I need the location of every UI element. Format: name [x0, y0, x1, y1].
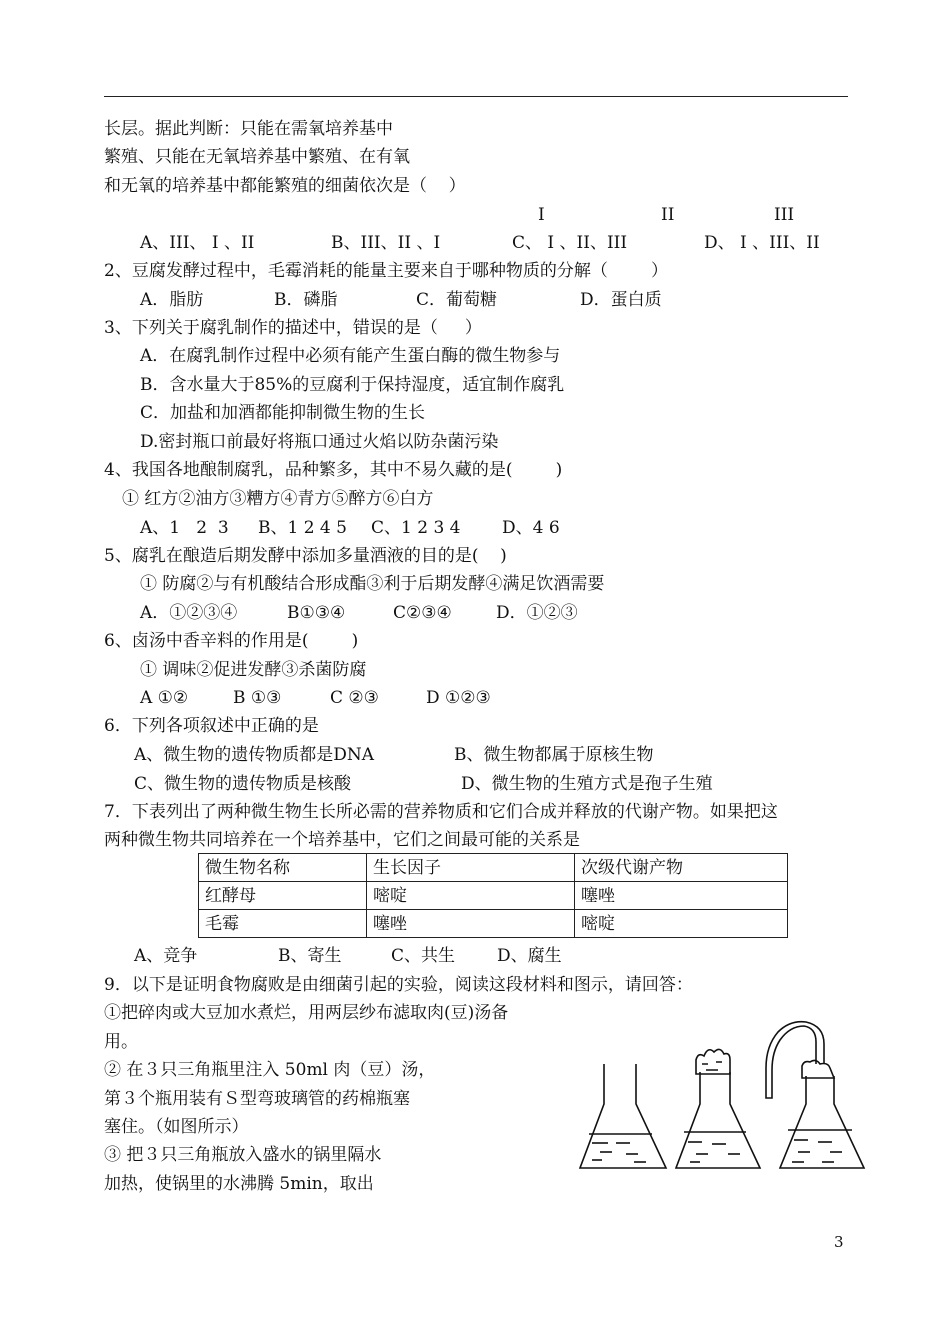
q9-step-line-7: 加热，使锅里的水沸腾 5min，取出	[104, 1174, 374, 1194]
q4-option-c: C、1 2 3 4	[371, 518, 461, 538]
q5-option-c: C②③④	[393, 603, 452, 623]
tube-label-3: III	[774, 205, 795, 225]
q9-step-line-2: 用。	[104, 1032, 138, 1052]
q7-stem-line-2: 两种微生物共同培养在一个培养基中，它们之间最可能的关系是	[104, 830, 580, 850]
q7-option-a: A、竞争	[134, 946, 198, 966]
q9-step-line-5: 塞住。（如图所示）	[104, 1117, 249, 1137]
q6a-option-c: C ②③	[330, 688, 379, 708]
flasks-illustration	[572, 1012, 872, 1182]
q3-stem: 3、下列关于腐乳制作的描述中，错误的是（ ）	[104, 318, 482, 338]
q6a-items: ① 调味②促进发酵③杀菌防腐	[140, 660, 367, 680]
q7-option-b: B、寄生	[278, 946, 342, 966]
q3-option-d: D.密封瓶口前最好将瓶口通过火焰以防杂菌污染	[140, 432, 499, 452]
q5-option-b: B①③④	[287, 603, 346, 623]
nutrient-table	[198, 853, 788, 938]
q6a-option-d: D ①②③	[426, 688, 491, 708]
table-cell: 嘧啶	[575, 910, 788, 938]
flask-s-tube-icon	[766, 1022, 864, 1168]
q1-option-a: A、III、 I 、II	[140, 233, 255, 253]
q2-option-b: B．磷脂	[274, 290, 338, 310]
q5-items: ① 防腐②与有机酸结合形成酯③利于后期发酵④满足饮酒需要	[140, 574, 605, 594]
tube-label-2: II	[661, 205, 675, 225]
header-rule	[104, 96, 848, 97]
q5-option-d: D．①②③	[496, 603, 578, 623]
q6a-option-a: A ①②	[140, 688, 189, 708]
q9-step-line-1: ①把碎肉或大豆加水煮烂，用两层纱布滤取肉(豆)汤备	[104, 1003, 509, 1023]
q2-option-a: A．脂肪	[140, 290, 204, 310]
q9-stem: 9．以下是证明食物腐败是由细菌引起的实验，阅读这段材料和图示，请回答：	[104, 975, 693, 995]
q6b-option-a: A、微生物的遗传物质都是DNA	[134, 745, 375, 765]
tube-label-1: I	[538, 205, 545, 225]
q7-stem-line-1: 7．下表列出了两种微生物生长所必需的营养物质和它们合成并释放的代谢产物。如果把这	[104, 802, 778, 822]
q3-option-c: C．加盐和加酒都能抑制微生物的生长	[140, 403, 426, 423]
q2-option-c: C．葡萄糖	[416, 290, 498, 310]
q6b-option-b: B、微生物都属于原核生物	[454, 745, 654, 765]
q1-option-b: B、III、II 、I	[331, 233, 441, 253]
table-cell: 红酵母	[199, 882, 367, 910]
intro-line-1: 长层。据此判断：只能在需氧培养基中	[104, 119, 393, 139]
q9-step-line-6: ③ 把３只三角瓶放入盛水的锅里隔水	[104, 1145, 382, 1165]
table-header-cell: 次级代谢产物	[575, 854, 788, 882]
page-number: 3	[834, 1233, 844, 1251]
q7-option-d: D、腐生	[497, 946, 562, 966]
q4-stem: 4、我国各地酿制腐乳，品种繁多，其中不易久藏的是( )	[104, 460, 563, 480]
q4-option-d: D、4 6	[502, 518, 560, 538]
table-cell: 噻唑	[575, 882, 788, 910]
q3-option-b: B．含水量大于85%的豆腐利于保持湿度，适宜制作腐乳	[140, 375, 565, 395]
q6a-option-b: B ①③	[233, 688, 282, 708]
q6b-option-c: C、微生物的遗传物质是核酸	[134, 774, 352, 794]
q6b-stem: 6．下列各项叙述中正确的是	[104, 716, 319, 736]
q1-option-c: C、 I 、II、III	[512, 233, 628, 253]
q6a-stem: 6、卤汤中香辛料的作用是( )	[104, 631, 359, 651]
flask-cotton-plug-icon	[676, 1049, 760, 1168]
q9-step-line-4: 第３个瓶用装有Ｓ型弯玻璃管的药棉瓶塞	[104, 1089, 410, 1109]
q7-option-c: C、共生	[391, 946, 456, 966]
q9-step-line-3: ② 在３只三角瓶里注入 50ml 肉（豆）汤，	[104, 1060, 436, 1080]
q4-option-b: B、1 2 4 5	[258, 518, 347, 538]
flask-open-icon	[580, 1064, 666, 1168]
q4-option-a: A、1 2 3	[140, 518, 229, 538]
table-header-row	[199, 854, 788, 882]
table-header-cell: 生长因子	[367, 854, 575, 882]
q6b-option-d: D、微生物的生殖方式是孢子生殖	[461, 774, 713, 794]
q5-option-a: A．①②③④	[140, 603, 238, 623]
q5-stem: 5、腐乳在酿造后期发酵中添加多量酒液的目的是( )	[104, 546, 507, 566]
q2-option-d: D．蛋白质	[580, 290, 662, 310]
table-cell: 噻唑	[367, 910, 575, 938]
table-cell: 毛霉	[199, 910, 367, 938]
intro-line-2: 繁殖、只能在无氧培养基中繁殖、在有氧	[104, 147, 410, 167]
q3-option-a: A．在腐乳制作过程中必须有能产生蛋白酶的微生物参与	[140, 346, 561, 366]
q4-items: ① 红方②油方③糟方④青方⑤醉方⑥白方	[122, 489, 434, 509]
q2-stem: 2、豆腐发酵过程中，毛霉消耗的能量主要来自于哪种物质的分解（ ）	[104, 261, 669, 281]
intro-line-3: 和无氧的培养基中都能繁殖的细菌依次是（ ）	[104, 176, 466, 196]
table-row	[199, 882, 788, 910]
table-row	[199, 910, 788, 938]
table-header-cell: 微生物名称	[199, 854, 367, 882]
table-cell: 嘧啶	[367, 882, 575, 910]
q1-option-d: D、 I 、III、II	[704, 233, 820, 253]
